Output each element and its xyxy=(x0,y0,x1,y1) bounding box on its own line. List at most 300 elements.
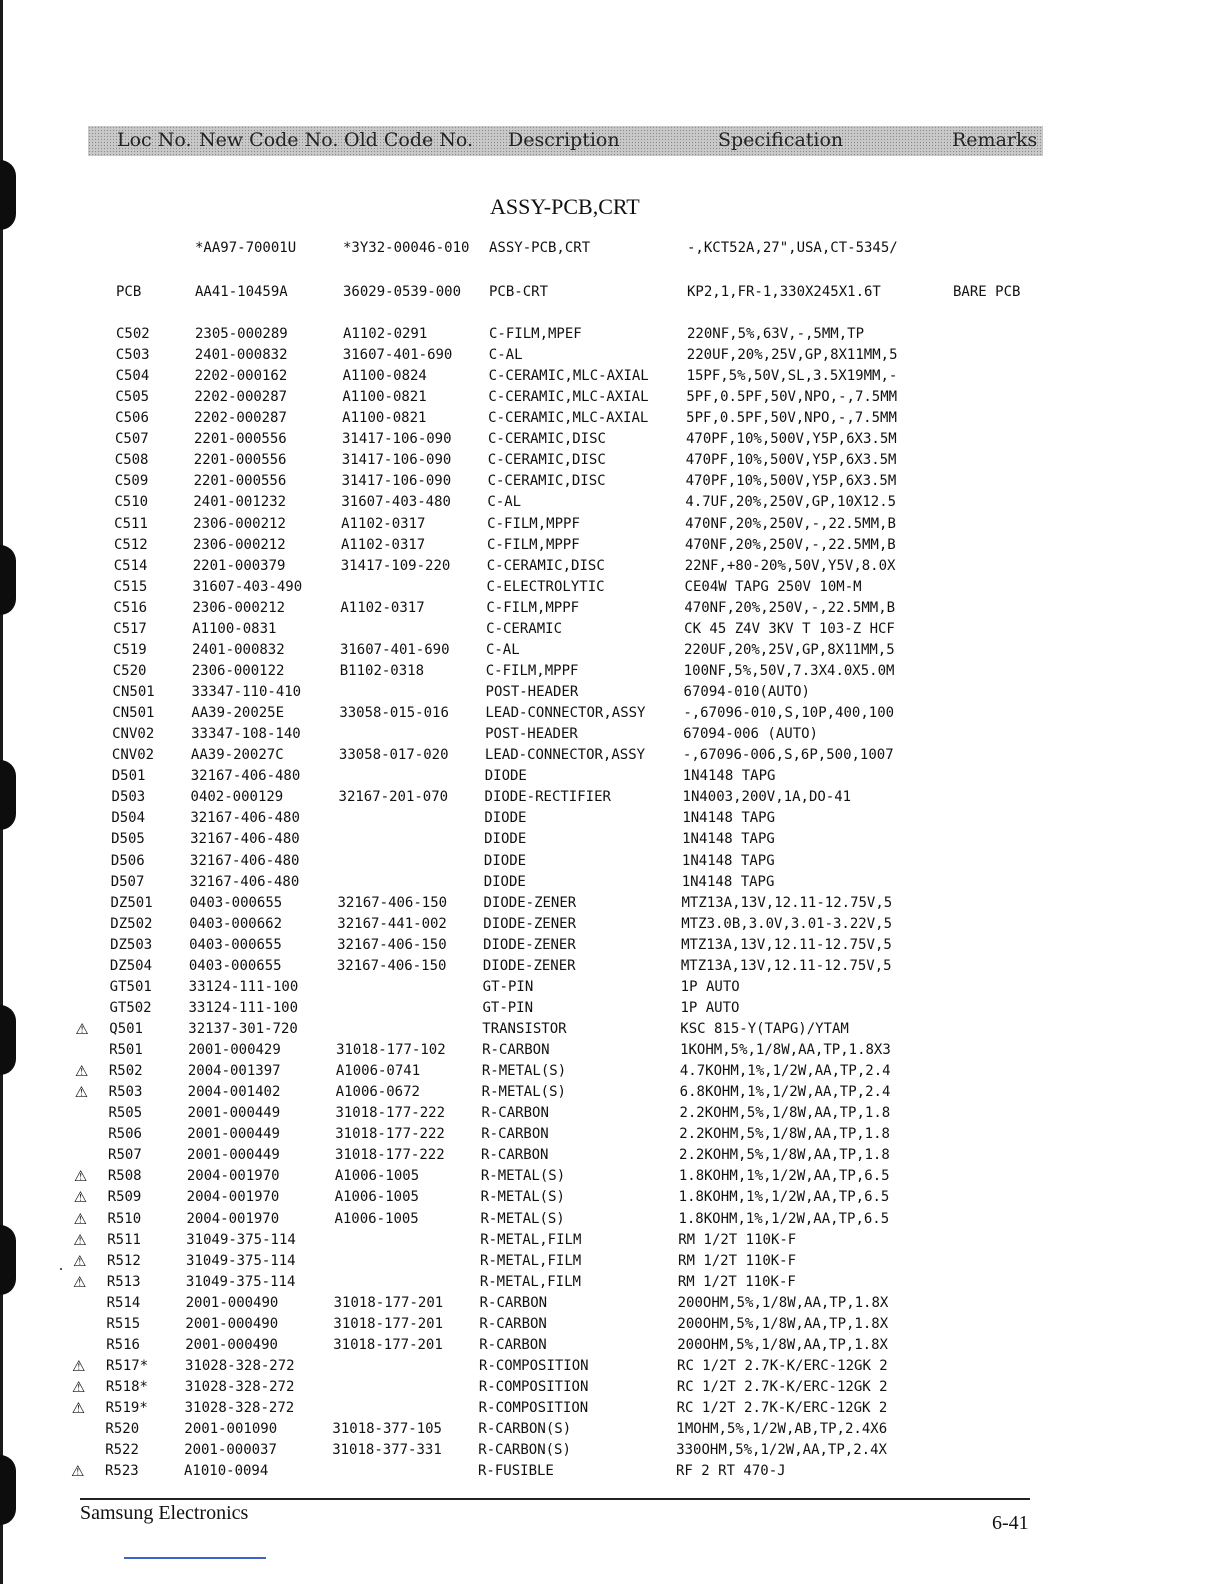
footer-page-number: 6-41 xyxy=(992,1512,1029,1534)
cell-old-code: 31417-109-220 xyxy=(340,557,451,574)
cell-description: R-CARBON xyxy=(479,1315,547,1332)
cell-loc-no: C506 xyxy=(115,410,149,427)
cell-new-code: 0403-000655 xyxy=(188,957,282,974)
cell-specification: 220UF,20%,25V,GP,8X11MM,5 xyxy=(683,641,895,658)
cell-description: LEAD-CONNECTOR,ASSY xyxy=(485,705,646,722)
cell-old-code: 33058-017-020 xyxy=(338,747,449,764)
cell-warning-icon: ⚠ xyxy=(73,1209,87,1228)
cell-new-code: 2306-000212 xyxy=(192,599,286,616)
cell-new-code: 32167-406-480 xyxy=(190,768,301,785)
cell-description: R-METAL,FILM xyxy=(480,1252,582,1269)
cell-new-code: 2306-000212 xyxy=(192,536,286,553)
cell-specification: RC 1/2T 2.7K-K/ERC-12GK 2 xyxy=(677,1357,888,1374)
cell-loc-no: R518* xyxy=(105,1379,148,1395)
cell-loc-no: DZ503 xyxy=(110,936,153,953)
cell-description: R-CARBON xyxy=(481,1126,549,1143)
cell-loc-no: R510 xyxy=(107,1210,142,1227)
cell-old-code: 31607-401-690 xyxy=(339,641,450,658)
cell-specification: MTZ13A,13V,12.11-12.75V,5 xyxy=(680,957,892,974)
cell-specification: 4.7UF,20%,250V,GP,10X12.5 xyxy=(685,494,897,511)
footer-rule xyxy=(80,1498,1030,1500)
cell-loc-no: GT502 xyxy=(109,999,152,1016)
cell-new-code: AA39-20025E xyxy=(191,705,285,722)
cell-new-code: 31028-328-272 xyxy=(184,1400,295,1417)
cell-description: DIODE-ZENER xyxy=(482,957,576,974)
cell-specification: 470PF,10%,500V,Y5P,6X3.5M xyxy=(685,431,897,448)
cell-specification: MTZ13A,13V,12.11-12.75V,5 xyxy=(681,936,892,953)
cell-description: C-AL xyxy=(487,494,522,511)
cell-loc-no: R515 xyxy=(106,1315,141,1332)
cell-description: R-METAL,FILM xyxy=(479,1273,581,1290)
table-row xyxy=(0,387,1224,408)
cell-description: C-CERAMIC xyxy=(486,620,562,637)
cell-specification: 1N4148 TAPG xyxy=(682,768,776,785)
cell-description: ASSY-PCB,CRT xyxy=(489,240,591,256)
cell-new-code: 2305-000289 xyxy=(195,326,288,342)
cell-description: R-COMPOSITION xyxy=(479,1357,589,1374)
cell-new-code: 31049-375-114 xyxy=(186,1231,296,1248)
cell-description: R-COMPOSITION xyxy=(478,1400,589,1417)
table-row xyxy=(0,238,1224,259)
cell-loc-no: DZ502 xyxy=(110,915,153,932)
table-row xyxy=(0,998,1224,1019)
cell-new-code: 33124-111-100 xyxy=(188,999,299,1016)
table-row xyxy=(0,324,1224,345)
cell-new-code: 0402-000129 xyxy=(190,789,284,806)
table-row xyxy=(0,429,1224,450)
cell-warning-icon: ⚠ xyxy=(74,1062,89,1081)
cell-description: C-FILM,MPEF xyxy=(489,326,582,342)
cell-new-code: 0403-000655 xyxy=(189,936,282,953)
cell-specification: 200OHM,5%,1/8W,AA,TP,1.8X xyxy=(677,1315,889,1332)
table-row xyxy=(0,682,1224,703)
cell-loc-no: C517 xyxy=(113,620,147,637)
cell-loc-no: CNV02 xyxy=(112,726,155,743)
cell-specification: 470NF,20%,250V,-,22.5MM,B xyxy=(685,515,896,532)
cell-loc-no: GT501 xyxy=(109,978,152,995)
cell-loc-no: R522 xyxy=(105,1442,139,1459)
cell-specification: RM 1/2T 110K-F xyxy=(678,1252,797,1269)
cell-new-code: 31049-375-114 xyxy=(185,1273,296,1290)
cell-specification: 6.8KOHM,1%,1/2W,AA,TP,2.4 xyxy=(679,1084,891,1101)
cell-warning-icon: ⚠ xyxy=(73,1251,87,1270)
cell-new-code: 32167-406-480 xyxy=(190,831,300,848)
cell-loc-no: R507 xyxy=(108,1147,142,1164)
cell-loc-no: D503 xyxy=(111,789,146,806)
cell-specification: 5PF,0.5PF,50V,NPO,-,7.5MM xyxy=(686,410,897,427)
cell-old-code: A1102-0317 xyxy=(340,536,426,553)
table-row xyxy=(0,577,1224,598)
cell-specification: -,67096-006,S,6P,500,1007 xyxy=(682,747,894,764)
cell-old-code: 31018-177-222 xyxy=(335,1105,446,1122)
table-row xyxy=(0,724,1224,745)
cell-specification: 200OHM,5%,1/8W,AA,TP,1.8X xyxy=(677,1336,888,1353)
cell-loc-no: C516 xyxy=(113,599,148,616)
cell-description: DIODE xyxy=(483,852,527,869)
cell-description: R-COMPOSITION xyxy=(478,1379,589,1395)
cell-warning-icon: ⚠ xyxy=(72,1356,86,1375)
cell-loc-no: R502 xyxy=(108,1063,143,1080)
cell-new-code: 2201-000556 xyxy=(193,452,287,469)
cell-new-code: 32167-406-480 xyxy=(189,873,300,890)
cell-new-code: AA39-20027C xyxy=(190,747,284,764)
table-row xyxy=(0,1377,1224,1398)
cell-new-code: 2306-000122 xyxy=(191,662,285,679)
binder-hole xyxy=(0,160,16,230)
cell-old-code: 32167-406-150 xyxy=(337,936,447,953)
table-row xyxy=(0,1398,1224,1419)
cell-specification: RC 1/2T 2.7K-K/ERC-12GK 2 xyxy=(676,1379,888,1395)
table-row xyxy=(0,450,1224,471)
cell-loc-no: C512 xyxy=(113,536,148,553)
cell-description: R-FUSIBLE xyxy=(478,1463,554,1480)
cell-warning-icon: ⚠ xyxy=(73,1188,88,1207)
cell-specification: 1N4003,200V,1A,DO-41 xyxy=(682,789,852,806)
scan-speck xyxy=(60,1268,62,1270)
cell-specification: 1.8KOHM,1%,1/2W,AA,TP,6.5 xyxy=(678,1189,890,1206)
cell-old-code: 31018-177-222 xyxy=(335,1147,445,1164)
cell-warning-icon: ⚠ xyxy=(73,1167,88,1186)
cell-loc-no: R513 xyxy=(106,1273,141,1290)
table-row xyxy=(0,1187,1224,1208)
table-row xyxy=(0,619,1224,640)
cell-specification: 2.2KOHM,5%,1/8W,AA,TP,1.8 xyxy=(679,1105,891,1122)
cell-loc-no: CN501 xyxy=(112,705,155,722)
table-row xyxy=(0,1335,1224,1356)
cell-specification: KSC 815-Y(TAPG)/YTAM xyxy=(680,1020,849,1037)
cell-specification: -,KCT52A,27",USA,CT-5345/ xyxy=(687,240,898,256)
table-row xyxy=(0,766,1224,787)
table-row xyxy=(0,1293,1224,1314)
cell-specification: 67094-010(AUTO) xyxy=(683,684,810,701)
cell-warning-icon: ⚠ xyxy=(74,1083,89,1102)
cell-loc-no: R509 xyxy=(107,1189,142,1206)
cell-description: R-CARBON(S) xyxy=(478,1442,571,1459)
cell-description: R-METAL(S) xyxy=(481,1084,566,1101)
cell-description: R-METAL(S) xyxy=(480,1168,566,1185)
cell-loc-no: R501 xyxy=(109,1042,143,1059)
cell-specification: -,67096-010,S,10P,400,100 xyxy=(683,705,895,722)
cell-specification: 470NF,20%,250V,-,22.5MM,B xyxy=(684,536,896,553)
cell-new-code: 2001-001090 xyxy=(184,1421,278,1438)
cell-description: C-CERAMIC,DISC xyxy=(487,431,606,448)
cell-specification: 1KOHM,5%,1/8W,AA,TP,1.8X3 xyxy=(680,1042,891,1059)
cell-description: R-METAL(S) xyxy=(480,1210,565,1227)
table-row xyxy=(0,1061,1224,1082)
cell-description: R-METAL(S) xyxy=(481,1063,567,1080)
table-row xyxy=(0,1082,1224,1103)
cell-old-code: 31018-377-105 xyxy=(332,1421,442,1438)
cell-description: PCB-CRT xyxy=(489,284,549,300)
table-row xyxy=(0,1440,1224,1461)
cell-warning-icon: ⚠ xyxy=(71,1399,86,1418)
cell-description: LEAD-CONNECTOR,ASSY xyxy=(484,747,646,764)
cell-description: C-FILM,MPPF xyxy=(486,536,580,553)
cell-new-code: 2004-001970 xyxy=(186,1189,280,1206)
header-loc-no: Loc No. xyxy=(117,129,192,151)
cell-loc-no: C510 xyxy=(114,494,149,511)
header-remarks: Remarks xyxy=(952,129,1038,151)
cell-new-code: 2001-000490 xyxy=(185,1294,279,1311)
cell-old-code: 31018-177-201 xyxy=(333,1336,443,1353)
cell-old-code: 32167-201-070 xyxy=(338,789,449,806)
cell-specification: 100NF,5%,50V,7.3X4.0X5.0M xyxy=(683,662,895,679)
cell-specification: 470PF,10%,500V,Y5P,6X3.5M xyxy=(685,473,897,490)
table-row xyxy=(0,914,1224,935)
table-row xyxy=(0,282,1224,303)
cell-specification: 470PF,10%,500V,Y5P,6X3.5M xyxy=(685,452,897,469)
table-row xyxy=(0,787,1224,808)
cell-specification: CK 45 Z4V 3KV T 103-Z HCF xyxy=(684,620,895,637)
cell-specification: 67094-006 (AUTO) xyxy=(683,726,818,743)
header-new-code: New Code No. xyxy=(199,129,339,151)
cell-description: R-METAL(S) xyxy=(480,1189,565,1206)
cell-specification: 1N4148 TAPG xyxy=(682,831,775,848)
table-row xyxy=(0,1230,1224,1251)
table-row xyxy=(0,1019,1224,1040)
cell-specification: 2.2KOHM,5%,1/8W,AA,TP,1.8 xyxy=(679,1126,890,1143)
table-row xyxy=(0,935,1224,956)
cell-loc-no: D506 xyxy=(110,852,145,869)
cell-new-code: 2001-000037 xyxy=(184,1442,277,1459)
cell-description: R-CARBON xyxy=(481,1105,549,1122)
cell-loc-no: C514 xyxy=(113,557,148,574)
table-row xyxy=(0,1145,1224,1166)
cell-new-code: A1100-0831 xyxy=(192,620,277,637)
cell-description: C-AL xyxy=(485,641,520,658)
cell-loc-no: R511 xyxy=(107,1231,141,1248)
cell-old-code: 31018-177-201 xyxy=(333,1315,443,1332)
cell-specification: MTZ13A,13V,12.11-12.75V,5 xyxy=(681,894,893,911)
cell-specification: MTZ3.0B,3.0V,3.01-3.22V,5 xyxy=(681,915,892,932)
cell-new-code: 31607-403-490 xyxy=(192,578,303,595)
cell-description: C-CERAMIC,MLC-AXIAL xyxy=(488,389,649,406)
cell-loc-no: C511 xyxy=(114,515,148,532)
cell-warning-icon: ⚠ xyxy=(73,1230,87,1249)
cell-loc-no: C508 xyxy=(114,452,149,469)
cell-loc-no: R516 xyxy=(106,1336,140,1353)
cell-old-code: A1006-0741 xyxy=(335,1063,421,1080)
cell-new-code: 2001-000449 xyxy=(187,1126,280,1143)
table-row xyxy=(0,345,1224,366)
cell-specification: 15PF,5%,50V,SL,3.5X19MM,- xyxy=(686,368,898,385)
cell-old-code: 31018-377-331 xyxy=(332,1442,442,1459)
cell-specification: KP2,1,FR-1,330X245X1.6T xyxy=(687,284,881,300)
cell-loc-no: R517* xyxy=(106,1357,149,1374)
cell-description: DIODE-ZENER xyxy=(483,936,576,953)
cell-new-code: 32137-301-720 xyxy=(188,1020,298,1037)
cell-loc-no: CN501 xyxy=(112,684,155,701)
cell-old-code: A1102-0317 xyxy=(341,515,426,532)
cell-description: DIODE-ZENER xyxy=(483,894,577,911)
table-row xyxy=(0,661,1224,682)
column-header-bar xyxy=(88,126,1043,156)
cell-new-code: 2202-000287 xyxy=(194,389,288,406)
table-row xyxy=(0,514,1224,535)
cell-old-code: 32167-441-002 xyxy=(337,915,447,932)
cell-new-code: 33124-111-100 xyxy=(188,978,299,995)
cell-description: R-CARBON xyxy=(482,1042,550,1059)
cell-loc-no: CNV02 xyxy=(111,747,155,764)
cell-description: C-AL xyxy=(488,347,523,364)
cell-old-code: A1006-1005 xyxy=(334,1210,419,1227)
table-row xyxy=(0,893,1224,914)
cell-specification: CE04W TAPG 250V 10M-M xyxy=(684,578,862,595)
cell-loc-no: Q501 xyxy=(109,1020,143,1037)
header-specification: Specification xyxy=(718,129,844,151)
cell-specification: 1P AUTO xyxy=(680,978,740,995)
cell-old-code: 31417-106-090 xyxy=(341,452,452,469)
cell-specification: RM 1/2T 110K-F xyxy=(677,1273,796,1290)
cell-loc-no: D507 xyxy=(110,873,145,890)
cell-remarks: BARE PCB xyxy=(953,284,1021,300)
table-row xyxy=(0,598,1224,619)
cell-description: C-CERAMIC,DISC xyxy=(486,557,605,574)
cell-new-code: 0403-000655 xyxy=(189,894,283,911)
cell-new-code: A1010-0094 xyxy=(184,1463,269,1480)
cell-description: R-CARBON xyxy=(481,1147,549,1164)
table-row xyxy=(0,1314,1224,1335)
cell-new-code: 0403-000662 xyxy=(189,915,282,932)
cell-description: C-FILM,MPPF xyxy=(485,662,579,679)
table-row xyxy=(0,977,1224,998)
cell-new-code: 2001-000449 xyxy=(187,1147,280,1164)
cell-loc-no: C504 xyxy=(115,368,150,385)
cell-description: POST-HEADER xyxy=(485,726,578,743)
header-old-code: Old Code No. xyxy=(344,129,474,151)
cell-description: R-CARBON xyxy=(479,1294,548,1311)
cell-new-code: 32167-406-480 xyxy=(190,810,300,827)
table-row xyxy=(0,703,1224,724)
cell-old-code: A1006-1005 xyxy=(334,1168,420,1185)
table-row xyxy=(0,808,1224,829)
cell-loc-no: C520 xyxy=(112,662,147,679)
cell-description: DIODE xyxy=(484,810,527,827)
cell-warning-icon: ⚠ xyxy=(71,1462,85,1481)
cell-old-code: 31018-177-201 xyxy=(333,1294,444,1311)
cell-new-code: 2401-001232 xyxy=(193,494,287,511)
cell-new-code: 2401-000832 xyxy=(194,347,288,364)
cell-old-code: 32167-406-150 xyxy=(337,894,448,911)
cell-loc-no: R506 xyxy=(108,1126,142,1143)
cell-description: R-CARBON xyxy=(479,1336,547,1353)
cell-new-code: 2001-000490 xyxy=(185,1315,279,1332)
table-row xyxy=(0,1461,1224,1482)
cell-loc-no: R523 xyxy=(105,1463,139,1480)
cell-description: DIODE-ZENER xyxy=(483,915,576,932)
cell-description: C-CERAMIC,DISC xyxy=(487,473,606,490)
cell-old-code: A1102-0291 xyxy=(343,326,428,342)
cell-specification: 1N4148 TAPG xyxy=(681,873,775,890)
cell-old-code: B1102-0318 xyxy=(339,662,425,679)
cell-loc-no: R514 xyxy=(106,1294,141,1311)
cell-new-code: 2001-000490 xyxy=(185,1336,278,1353)
cell-new-code: 2202-000162 xyxy=(194,368,288,385)
cell-loc-no: C515 xyxy=(113,578,148,595)
cell-specification: RF 2 RT 470-J xyxy=(676,1463,786,1480)
cell-new-code: 2201-000379 xyxy=(192,557,286,574)
cell-description: GT-PIN xyxy=(482,978,534,995)
cell-warning-icon: ⚠ xyxy=(71,1378,86,1396)
scan-mark-line xyxy=(124,1557,266,1559)
cell-old-code: 32167-406-150 xyxy=(336,957,447,974)
cell-loc-no: R508 xyxy=(107,1168,142,1185)
cell-old-code: A1006-0672 xyxy=(335,1084,420,1101)
cell-loc-no: C509 xyxy=(114,473,149,490)
cell-loc-no: C519 xyxy=(112,641,147,658)
cell-old-code: 31417-106-090 xyxy=(341,473,452,490)
table-row xyxy=(0,535,1224,556)
cell-new-code: 2004-001970 xyxy=(186,1168,280,1185)
cell-old-code: A1100-0821 xyxy=(342,410,427,427)
cell-old-code: 31018-177-222 xyxy=(335,1126,445,1143)
cell-specification: 2.2KOHM,5%,1/8W,AA,TP,1.8 xyxy=(679,1147,890,1164)
table-row xyxy=(0,851,1224,872)
table-row xyxy=(0,1124,1224,1145)
cell-loc-no: R519* xyxy=(105,1400,148,1417)
cell-old-code: 31018-177-102 xyxy=(336,1042,446,1059)
cell-specification: 330OHM,5%,1/2W,AA,TP,2.4X xyxy=(676,1442,887,1459)
cell-loc-no: PCB xyxy=(116,284,142,300)
cell-specification: 220NF,5%,63V,-,5MM,TP xyxy=(687,326,865,342)
cell-loc-no: C502 xyxy=(116,326,150,342)
cell-new-code: 2001-000429 xyxy=(188,1042,281,1059)
table-row xyxy=(0,1419,1224,1440)
cell-loc-no: DZ504 xyxy=(109,957,153,974)
cell-loc-no: R503 xyxy=(108,1084,143,1101)
cell-specification: 22NF,+80-20%,50V,Y5V,8.0X xyxy=(684,557,896,574)
cell-old-code: 31607-403-480 xyxy=(341,494,451,511)
header-description: Description xyxy=(508,129,620,151)
cell-new-code: 2004-001397 xyxy=(187,1063,281,1080)
cell-description: R-CARBON(S) xyxy=(478,1421,572,1438)
cell-description: DIODE-RECTIFIER xyxy=(484,789,611,806)
cell-loc-no: D505 xyxy=(111,831,145,848)
cell-loc-no: C503 xyxy=(115,347,150,364)
table-row xyxy=(0,872,1224,893)
cell-loc-no: R512 xyxy=(107,1252,141,1269)
cell-new-code: 2004-001402 xyxy=(187,1084,281,1101)
cell-loc-no: D504 xyxy=(111,810,146,827)
cell-loc-no: R505 xyxy=(108,1105,143,1122)
cell-specification: 5PF,0.5PF,50V,NPO,-,7.5MM xyxy=(686,389,898,406)
cell-description: DIODE xyxy=(484,768,527,785)
cell-new-code: 2001-000449 xyxy=(187,1105,281,1122)
table-row xyxy=(0,1272,1224,1293)
cell-new-code: 2401-000832 xyxy=(191,641,285,658)
cell-description: DIODE xyxy=(483,873,526,890)
cell-old-code: 33058-015-016 xyxy=(339,705,449,722)
cell-description: C-CERAMIC,DISC xyxy=(487,452,606,469)
table-row xyxy=(0,492,1224,513)
cell-old-code: 31607-401-690 xyxy=(342,347,453,364)
table-row xyxy=(0,745,1224,766)
cell-specification: 1N4148 TAPG xyxy=(682,810,776,827)
cell-old-code: A1100-0824 xyxy=(342,368,427,385)
cell-specification: RC 1/2T 2.7K-K/ERC-12GK 2 xyxy=(676,1400,888,1417)
cell-specification: 220UF,20%,25V,GP,8X11MM,5 xyxy=(686,347,898,364)
cell-new-code: 2004-001970 xyxy=(186,1210,280,1227)
cell-specification: 1N4148 TAPG xyxy=(681,852,775,869)
footer-company: Samsung Electronics xyxy=(80,1502,249,1524)
table-row xyxy=(0,471,1224,492)
cell-description: C-CERAMIC,MLC-AXIAL xyxy=(488,368,649,385)
cell-loc-no: DZ501 xyxy=(110,894,153,911)
cell-specification: RM 1/2T 110K-F xyxy=(678,1231,797,1248)
cell-new-code: 32167-406-480 xyxy=(189,852,300,869)
cell-description: R-METAL,FILM xyxy=(480,1231,582,1248)
table-row xyxy=(0,1356,1224,1377)
